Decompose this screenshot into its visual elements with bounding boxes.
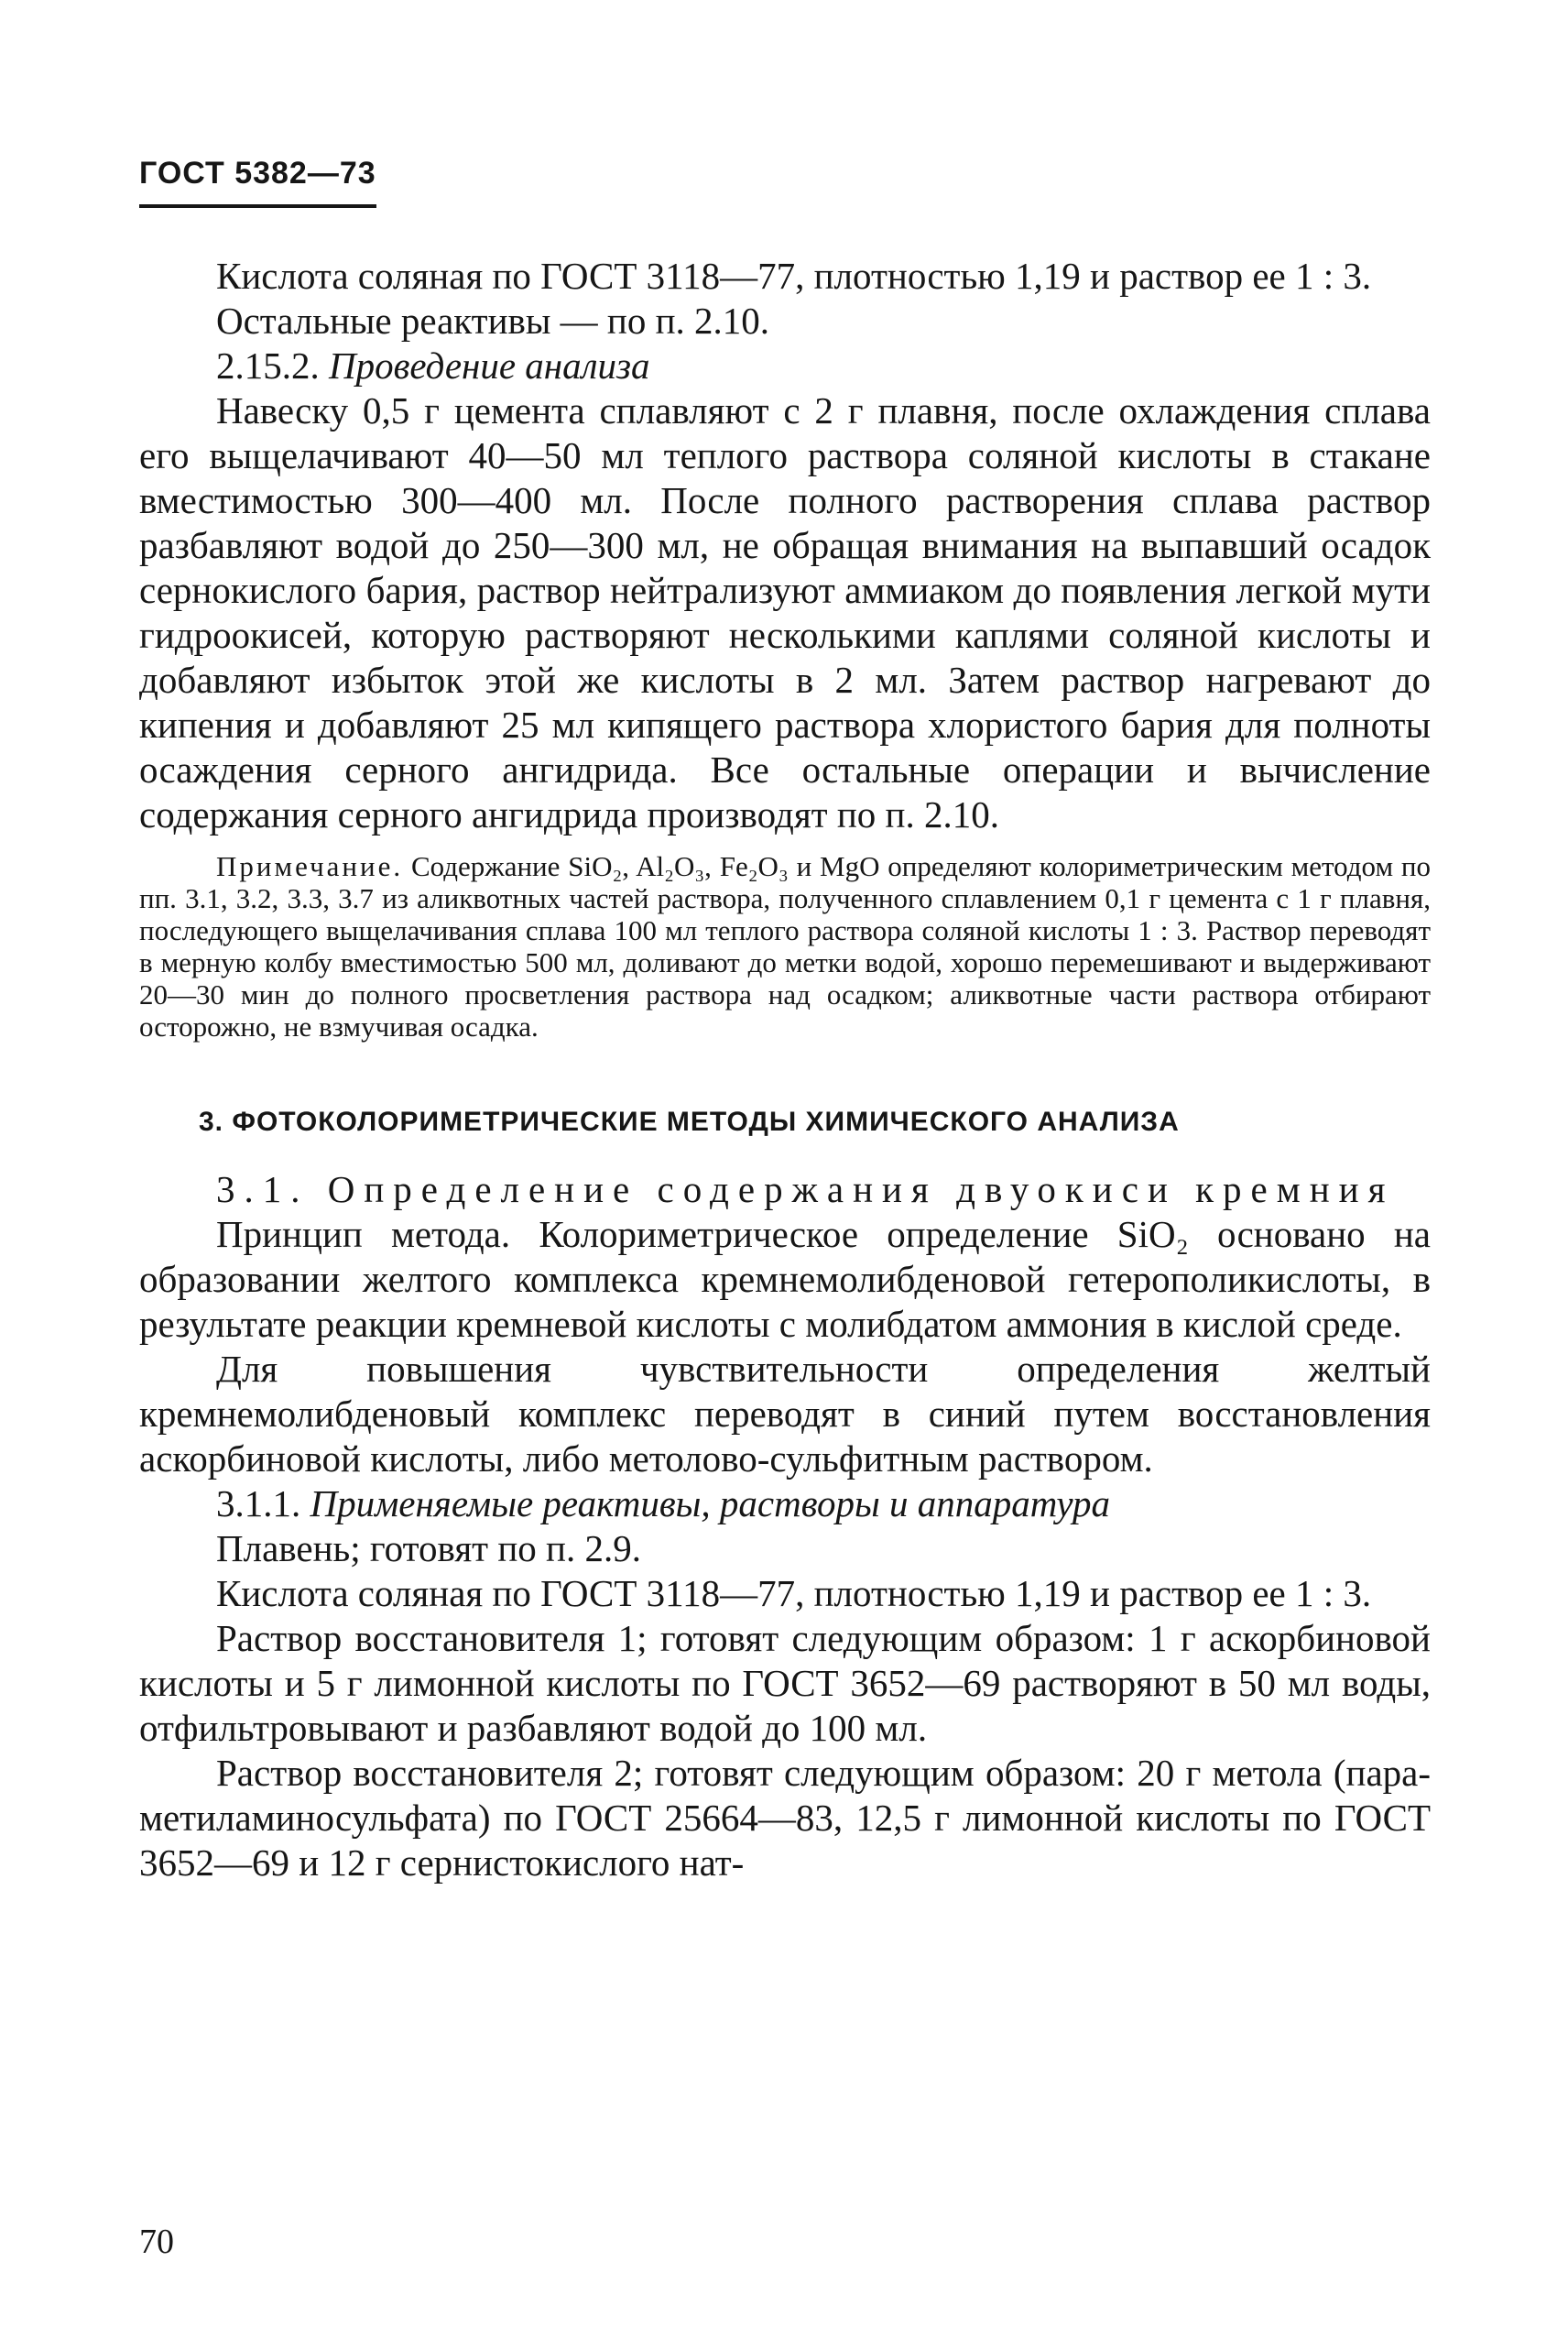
subsection-2-15-2 [139,344,1431,388]
subsection-title: Проведение анализа [329,344,650,387]
note-label: Примечание. [216,850,404,882]
subsection-title: Применяемые реактивы, растворы и аппаратура [310,1482,1110,1524]
subsection-number: 3.1.1. [216,1482,301,1524]
paragraph-reducer-2: Раствор восстановителя 2; готовят следующим образом: 20 г метола (пара-метиламиносульфата) по ГОСТ 25664—83, 12,5 г лимонной кислоты по ГОСТ 3652—69 и 12 г сернистокислого нат- [139,1752,1431,1884]
paragraph-sensitivity: Для повышения чувствительности определения желтый кремнемолибденовый комплекс переводят в синий путем восстановления аскорбиновой кислоты, либо метолово-сульфитным раствором. [139,1348,1431,1480]
principle-label: Принцип метода. [216,1213,511,1255]
paragraph-reducer-1: Раствор восстановителя 1; готовят следующим образом: 1 г аскорбиновой кислоты и 5 г лимонной кислоты по ГОСТ 3652—69 растворяют в 50 мл воды, отфильтровывают и разбавляют водой до 100 мл. [139,1617,1431,1749]
paragraph-hcl: Кислота соляная по ГОСТ 3118—77, плотностью 1,19 и раствор ее 1 : 3. [216,255,1372,297]
paragraph-flux: Плавень; готовят по п. 2.9. [216,1527,641,1569]
principle-text: Колориметрическое определение SiO₂ основано на образовании желтого комплекса кремнемолибденовой гетерополикислоты, в результате реакции кремневой кислоты с молибдатом аммония в кислой среде. [139,1213,1431,1345]
note-text: Содержание SiO₂, Al₂O₃, Fe₂O₃ и MgO определяют колориметрическим методом по пп. 3.1, 3.2, 3.3, 3.7 из аликвотных частей раствора, полученного сплавлением 0,1 г цемента с 1 г плавня, последующего выщелачивания сплава 100 мл теплого раствора соляной кислоты 1 : 3. Раствор переводят в мерную колбу вместимостью 500 мл, доливают до метки водой, хорошо перемешивают и выдерживают 20—30 мин до полного просветления раствора над осадком; аликвотные части раствора отбирают осторожно, не взмучивая осадка. [139,850,1431,1043]
page-header: ГОСТ 5382—73 [139,156,376,208]
subsection-number: 2.15.2. [216,344,320,387]
paragraph-other-reagents: Остальные реактивы — по п. 2.10. [216,300,770,342]
section-3-heading: 3. ФОТОКОЛОРИМЕТРИЧЕСКИЕ МЕТОДЫ ХИМИЧЕСКОГО АНАЛИЗА [199,1107,1180,1137]
subsection-3-1 [139,1167,1431,1212]
subsection-title: Определение содержания двуокиси кремния [327,1168,1395,1210]
page-number: 70 [139,2223,174,2261]
paragraph-principle [139,1212,1431,1347]
document-page [139,156,1431,1885]
paragraph-hcl-2: Кислота соляная по ГОСТ 3118—77, плотностью 1,19 и раствор ее 1 : 3. [216,1572,1372,1614]
paragraph-analysis-procedure: Навеску 0,5 г цемента сплавляют с 2 г плавня, после охлаждения сплава его выщелачивают 40—50 мл теплого раствора соляной кислоты в стакане вместимостью 300—400 мл. После полного растворения сплава раствор разбавляют водой до 250—300 мл, не обращая внимания на выпавший осадок сернокислого бария, раствор нейтрализуют аммиаком до появления легкой мути гидроокисей, которую растворяют несколькими каплями соляной кислоты и добавляют избыток этой же кислоты в 2 мл. Затем раствор нагревают до кипения и добавляют 25 мл кипящего раствора хлористого бария для полноты осаждения серного ангидрида. Все остальные операции и вычисление содержания серного ангидрида производят по п. 2.10. [139,389,1431,836]
subsection-number: 3.1. [216,1168,310,1210]
note [139,850,1431,1043]
subsection-3-1-1 [139,1481,1431,1526]
